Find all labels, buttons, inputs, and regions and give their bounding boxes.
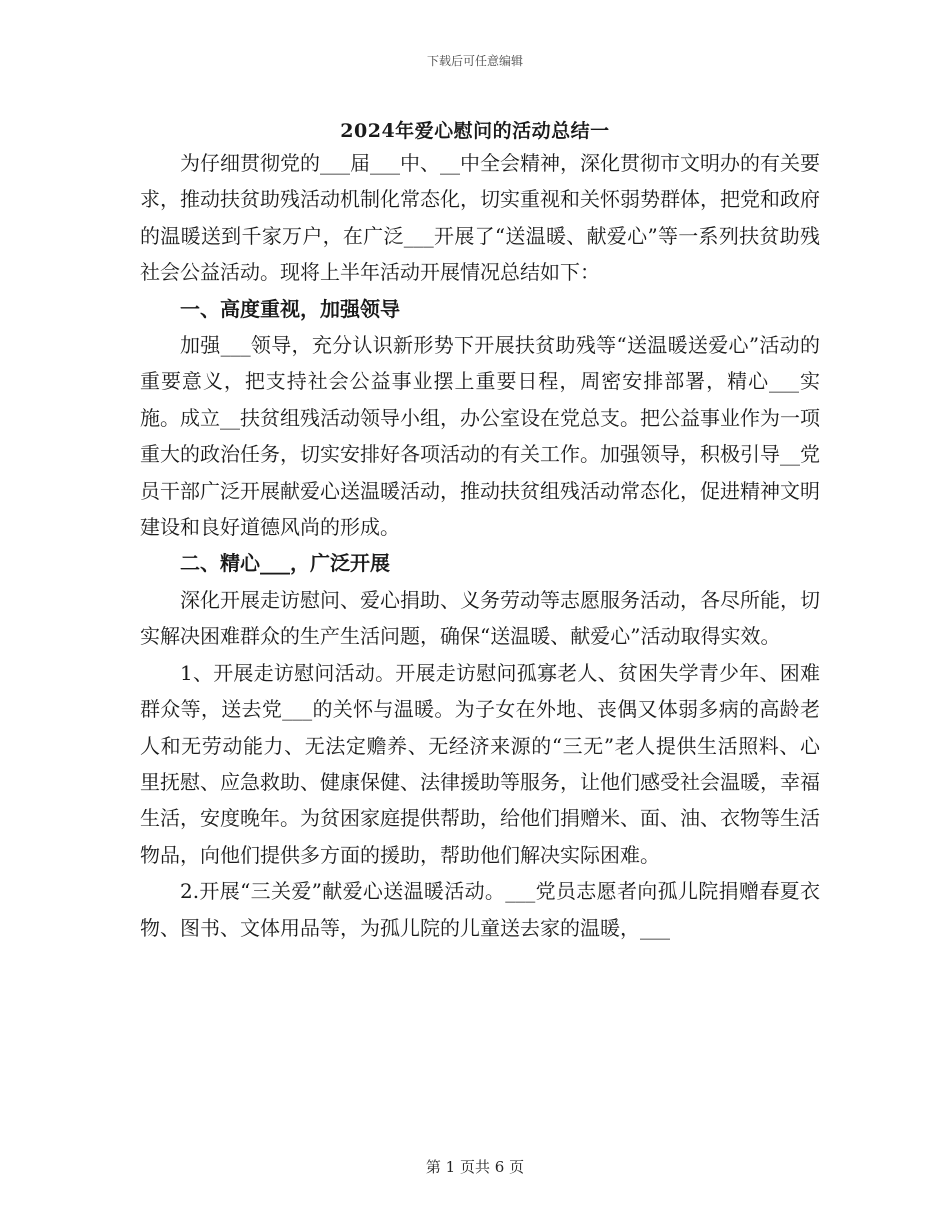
document-title: 2024年爱心慰问的活动总结一 [340, 120, 610, 142]
section-heading-1: 一、高度重视，加强领导 [180, 296, 400, 321]
document-body [140, 145, 820, 946]
section-heading-2: 二、精心___，广泛开展 [180, 551, 390, 576]
page-footer: 第 1 页共 6 页 [425, 1158, 525, 1176]
paragraph-leadership: 加强___领导，充分认识新形势下开展扶贫助残等“送温暖送爱心”活动的重要意义，把支持社会公益事业摆上重要日程，周密安排部署，精心___实施。成立__扶贫组残活动领导小组，办公室设在党总支。把公益事业作为一项重大的政治任务，切实安排好各项活动的有关工作。加强领导，积极引导__党员干部广泛开展献爱心送温暖活动，推动扶贫组残活动常态化，促进精神文明建设和良好道德风尚的形成。 [140, 333, 820, 540]
paragraph-activities: 深化开展走访慰问、爱心捐助、义务劳动等志愿服务活动，各尽所能，切实解决困难群众的生产生活问题，确保“送温暖、献爱心”活动取得实效。 [140, 587, 820, 649]
paragraph-intro: 为仔细贯彻党的___届___中、__中全会精神，深化贯彻市文明办的有关要求，推动扶贫助残活动机制化常态化，切实重视和关怀弱势群体，把党和政府的温暖送到千家万户，在广泛___开展了“送温暖、献爱心”等一系列扶贫助残社会公益活动。现将上半年活动开展情况总结如下： [140, 151, 820, 285]
paragraph-visits: 1、开展走访慰问活动。开展走访慰问孤寡老人、贫困失学青少年、困难群众等，送去党___的关怀与温暖。为子女在外地、丧偶又体弱多病的高龄老人和无劳动能力、无法定赡养、无经济来源的“三无”老人提供生活照料、心里抚慰、应急救助、健康保健、法律援助等服务，让他们感受社会温暖，幸福生活，安度晚年。为贫困家庭提供帮助，给他们捐赠米、面、油、衣物等生活物品，向他们提供多方面的援助，帮助他们解决实际困难。 [140, 660, 820, 867]
header-note: 下载后可任意编辑 [426, 54, 523, 68]
paragraph-three-cares: 2.开展“三关爱”献爱心送温暖活动。___党员志愿者向孤儿院捐赠春夏衣物、图书、文体用品等，为孤儿院的儿童送去家的温暖，___ [140, 879, 820, 940]
